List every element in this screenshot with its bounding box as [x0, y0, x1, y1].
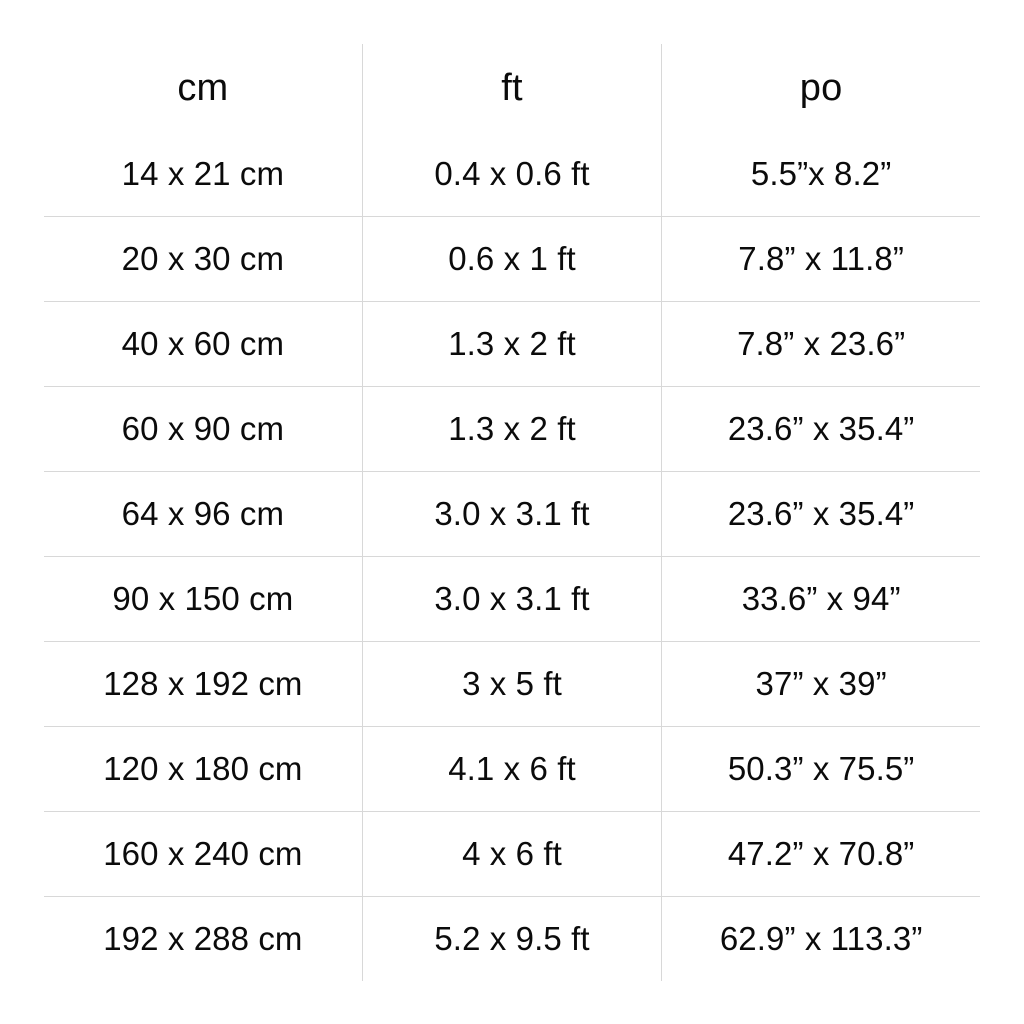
cell-ft: 1.3 x 2 ft: [362, 387, 662, 472]
cell-ft: 1.3 x 2 ft: [362, 302, 662, 387]
cell-ft: 0.6 x 1 ft: [362, 217, 662, 302]
cell-po: 33.6” x 94”: [662, 557, 980, 642]
cell-po: 7.8” x 11.8”: [662, 217, 980, 302]
cell-po: 7.8” x 23.6”: [662, 302, 980, 387]
cell-cm: 120 x 180 cm: [44, 727, 362, 812]
table-row: [44, 302, 980, 387]
cell-po: 47.2” x 70.8”: [662, 812, 980, 897]
cell-cm: 90 x 150 cm: [44, 557, 362, 642]
table-row: [44, 812, 980, 897]
cell-cm: 192 x 288 cm: [44, 897, 362, 982]
column-header-po: po: [799, 66, 843, 109]
cell-po: 23.6” x 35.4”: [662, 387, 980, 472]
table-body: [44, 132, 980, 981]
cell-po: 50.3” x 75.5”: [662, 727, 980, 812]
cell-cm: 128 x 192 cm: [44, 642, 362, 727]
cell-ft: 3.0 x 3.1 ft: [362, 472, 662, 557]
table-row: [44, 727, 980, 812]
table-header: [44, 44, 980, 132]
cell-po: 37” x 39”: [662, 642, 980, 727]
table-row: [44, 387, 980, 472]
column-header-ft: ft: [362, 44, 662, 132]
table-row: [44, 217, 980, 302]
cell-po: 5.5”x 8.2”: [662, 132, 980, 217]
table-row: [44, 642, 980, 727]
cell-po: 23.6” x 35.4”: [662, 472, 980, 557]
table-row: [44, 897, 980, 982]
table-row: [44, 132, 980, 217]
cell-cm: 64 x 96 cm: [44, 472, 362, 557]
cell-ft: 3.0 x 3.1 ft: [362, 557, 662, 642]
cell-cm: 60 x 90 cm: [44, 387, 362, 472]
size-chart-container: [44, 44, 980, 978]
size-conversion-table: [44, 44, 980, 981]
cell-cm: 160 x 240 cm: [44, 812, 362, 897]
table-row: [44, 472, 980, 557]
cell-ft: 5.2 x 9.5 ft: [362, 897, 662, 982]
cell-cm: 20 x 30 cm: [44, 217, 362, 302]
cell-ft: 4.1 x 6 ft: [362, 727, 662, 812]
table-row: [44, 557, 980, 642]
cell-ft: 4 x 6 ft: [362, 812, 662, 897]
column-header-cm: cm: [44, 44, 362, 132]
cell-cm: 14 x 21 cm: [44, 132, 362, 217]
table-header-row: [44, 44, 980, 132]
cell-po: 62.9” x 113.3”: [719, 920, 923, 957]
cell-ft: 0.4 x 0.6 ft: [362, 132, 662, 217]
cell-cm: 40 x 60 cm: [44, 302, 362, 387]
cell-ft: 3 x 5 ft: [362, 642, 662, 727]
